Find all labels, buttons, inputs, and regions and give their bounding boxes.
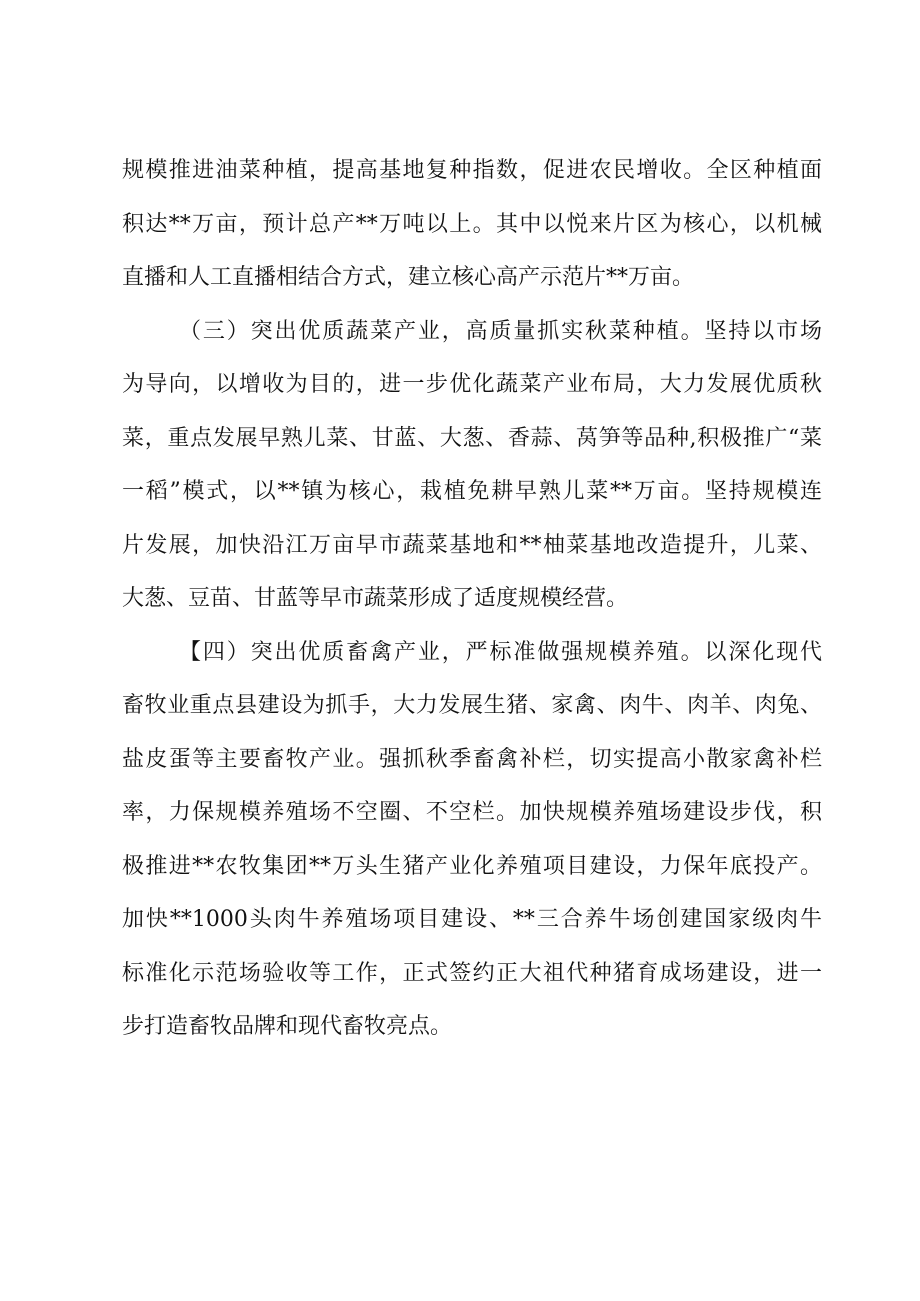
text-line: 率，力保规模养殖场不空圈、不空栏。加快规模养殖场建设步伐，积 [122, 800, 822, 825]
paragraph-vegetables [122, 305, 822, 626]
text-line: （三）突出优质蔬菜产业，高质量抓实秋菜种植。坚持以市场 [179, 318, 822, 344]
text-line: 标准化示范场验收等工作，正式签约正大祖代种猪育成场建设，进一 [122, 960, 822, 986]
text-line: 畜牧业重点县建设为抓手，大力发展生猪、家禽、肉牛、肉羊、肉兔、 [122, 693, 822, 718]
text-line: 【四）突出优质畜禽产业，严标准做强规模养殖。以深化现代 [179, 639, 822, 665]
text-line: 一稻”模式，以**镇为核心，栽植免耕早熟儿菜**万亩。坚持规模连 [122, 479, 822, 504]
text-line: 步打造畜牧品牌和现代畜牧亮点。 [122, 1014, 453, 1039]
text-line: 大葱、豆苗、甘蓝等早市蔬菜形成了适度规模经营。 [122, 586, 629, 611]
text-line: 为导向，以增收为目的，进一步优化蔬菜产业布局，大力发展优质秋 [122, 372, 822, 397]
text-line: 规模推进油菜种植，提高基地复种指数，促进农民增收。全区种植面 [122, 158, 822, 183]
text-line: 加快**1000头肉牛养殖场项目建设、**三合养牛场创建国家级肉牛 [122, 907, 822, 932]
text-line: 盐皮蛋等主要畜牧产业。强抓秋季畜禽补栏，切实提高小散家禽补栏 [122, 746, 822, 772]
document-body [122, 144, 822, 1054]
text-line: 直播和人工直播相结合方式，建立核心高产示范片**万亩。 [122, 265, 695, 290]
text-line: 极推进**农牧集团**万头生猪产业化养殖项目建设，力保年底投产。 [122, 853, 822, 879]
paragraph-oilseed-rape [122, 144, 822, 305]
paragraph-livestock [122, 626, 822, 1054]
text-line: 菜，重点发展早熟儿菜、甘蓝、大葱、香蒜、莴笋等品种,积极推广“菜 [122, 425, 822, 451]
text-line: 片发展，加快沿江万亩早市蔬菜基地和**柚菜基地改造提升，儿菜、 [122, 532, 822, 558]
text-line: 积达**万亩，预计总产**万吨以上。其中以悦来片区为核心，以机械 [122, 211, 822, 237]
